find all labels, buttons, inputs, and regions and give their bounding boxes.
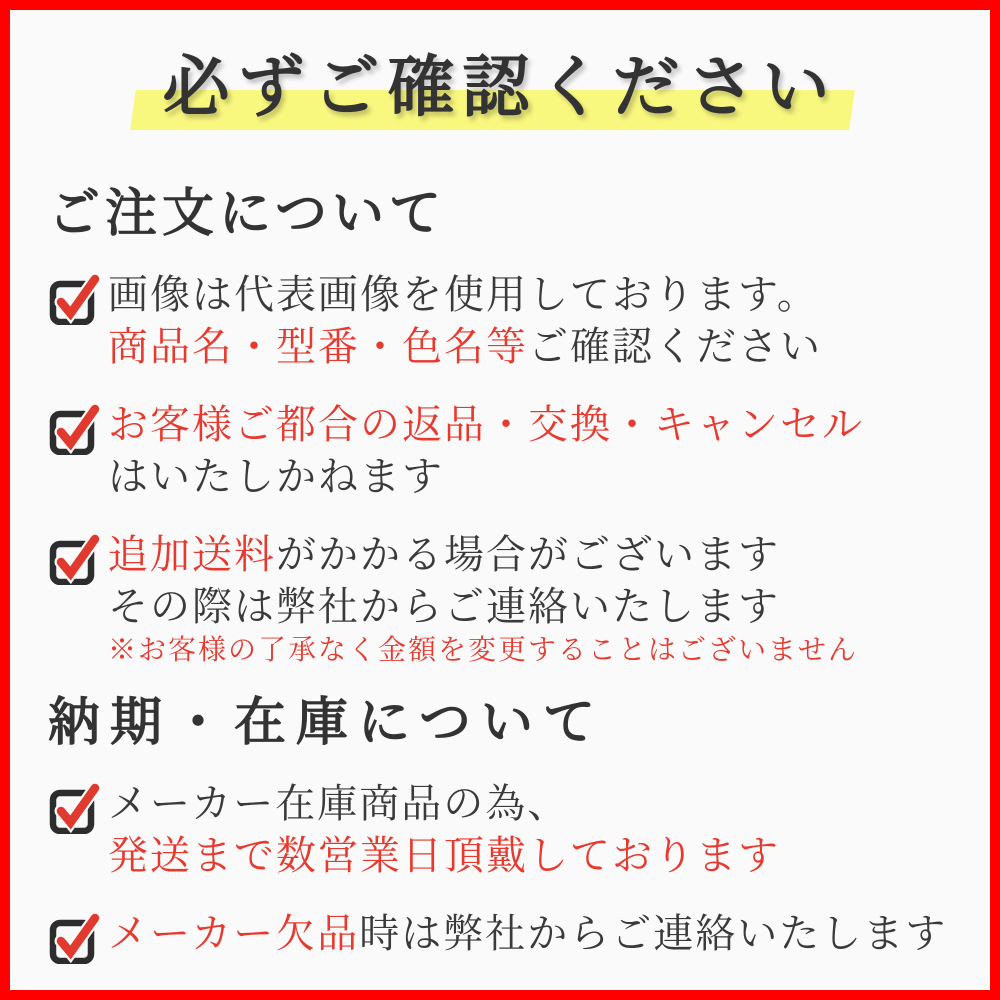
text-segment-red: 発送まで数営業日頂戴しております — [108, 832, 780, 878]
checkbox-checked-icon — [48, 910, 100, 964]
item-line — [108, 581, 858, 633]
item-line — [108, 269, 822, 321]
item-text — [108, 778, 780, 882]
text-segment: その際は弊社からご連絡いたします — [108, 583, 780, 629]
item-text — [108, 269, 822, 373]
list-item — [48, 399, 952, 503]
text-segment: 時は弊社からご連絡いたします — [359, 910, 948, 956]
list-item — [48, 269, 952, 373]
checkbox-checked-icon — [48, 271, 100, 325]
item-line — [108, 451, 864, 503]
text-segment-red: 追加送料 — [108, 531, 276, 577]
list-item — [48, 908, 952, 964]
text-segment-red: お客様ご都合の返品・交換・キャンセル — [108, 401, 864, 447]
item-line — [108, 321, 822, 373]
text-segment: メーカー在庫商品の為、 — [108, 780, 570, 826]
text-segment-red: メーカー欠品 — [108, 910, 360, 956]
item-text — [108, 399, 864, 503]
section-heading-order: ご注文について — [48, 186, 446, 244]
text-segment: はいたしかねます — [108, 453, 444, 499]
list-item — [48, 778, 952, 882]
page-title: 必ずご確認ください — [162, 51, 838, 125]
title-banner — [10, 50, 990, 127]
item-note: ※お客様の了承なく金額を変更することはございません — [108, 634, 859, 666]
item-line — [108, 399, 864, 451]
text-segment: ご確認ください — [528, 323, 822, 369]
item-line — [108, 778, 780, 830]
item-line — [108, 908, 947, 960]
checkbox-checked-icon — [48, 531, 100, 585]
item-text — [108, 908, 947, 960]
section-heading-stock: 納期・在庫について — [48, 694, 605, 752]
text-segment: がかかる場合がございます — [276, 531, 780, 577]
notice-content — [10, 185, 990, 964]
item-line — [108, 529, 858, 581]
item-text — [108, 529, 858, 668]
text-segment: 画像は代表画像を使用しております。 — [108, 271, 819, 317]
checkbox-checked-icon — [48, 401, 100, 455]
text-segment-red: 商品名・型番・色名等 — [108, 323, 528, 369]
title-inner — [163, 50, 838, 127]
checkbox-checked-icon — [48, 780, 100, 834]
item-line — [108, 830, 780, 882]
list-item — [48, 529, 952, 668]
